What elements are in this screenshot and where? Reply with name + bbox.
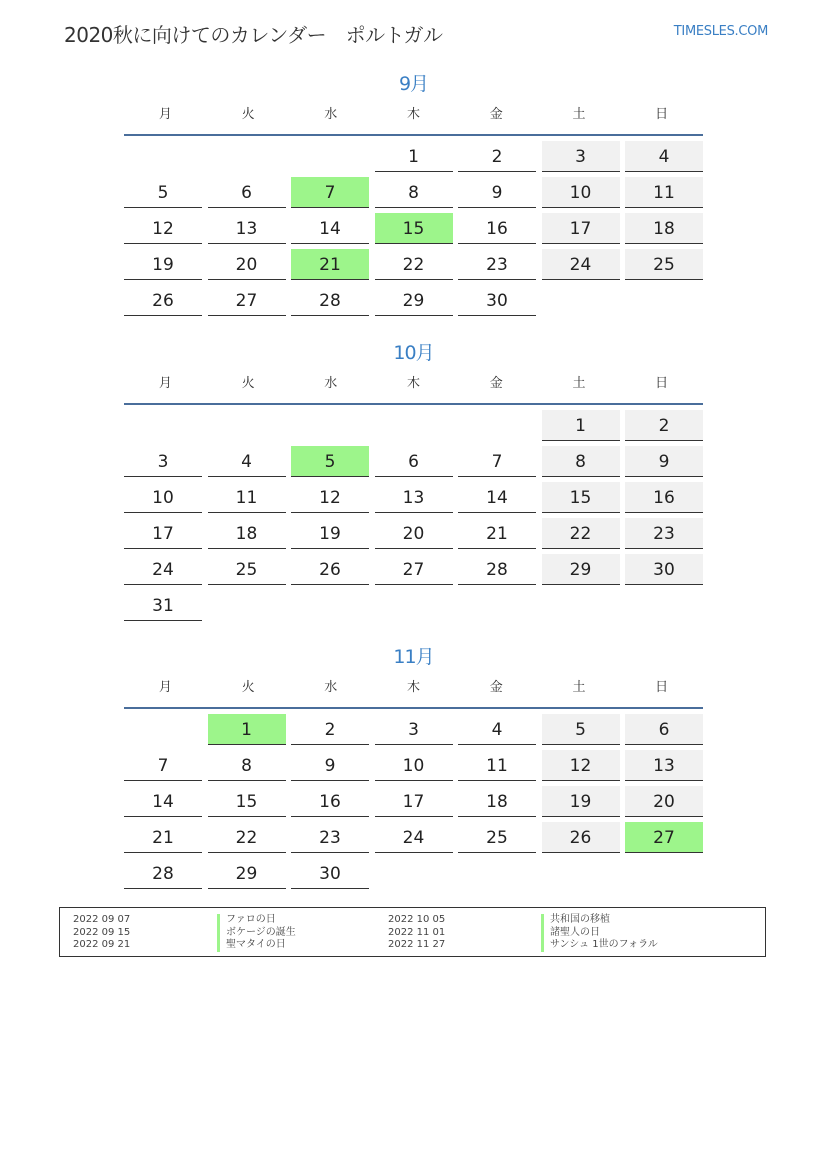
day-cell: 20 bbox=[375, 518, 453, 549]
day-cell: 24 bbox=[124, 554, 202, 585]
day-cell: 30 bbox=[458, 285, 536, 316]
day-cell: 15 bbox=[375, 213, 453, 244]
day-cell: 16 bbox=[291, 786, 369, 817]
weekday-label: 土 bbox=[572, 376, 586, 391]
day-cell: 17 bbox=[124, 518, 202, 549]
weekday-label: 水 bbox=[324, 376, 338, 391]
weekday-label: 日 bbox=[655, 376, 669, 391]
empty-cell bbox=[208, 141, 286, 172]
day-cell: 8 bbox=[375, 177, 453, 208]
day-cell: 25 bbox=[625, 249, 703, 280]
day-cell: 9 bbox=[291, 750, 369, 781]
legend-date: 2022 09 21 bbox=[73, 939, 131, 950]
holiday-legend bbox=[59, 907, 766, 957]
day-cell: 23 bbox=[291, 822, 369, 853]
day-cell: 8 bbox=[208, 750, 286, 781]
day-cell: 15 bbox=[208, 786, 286, 817]
day-cell: 2 bbox=[458, 141, 536, 172]
day-cell: 14 bbox=[458, 482, 536, 513]
month-october bbox=[124, 339, 703, 621]
day-cell: 7 bbox=[124, 750, 202, 781]
weekday-label: 日 bbox=[655, 107, 669, 122]
day-cell: 4 bbox=[625, 141, 703, 172]
weekday-label: 火 bbox=[241, 107, 255, 122]
weekday-label: 水 bbox=[324, 680, 338, 695]
legend-holiday-name: 聖マタイの日 bbox=[217, 939, 296, 952]
day-cell: 21 bbox=[458, 518, 536, 549]
day-cell: 30 bbox=[625, 554, 703, 585]
page-title: 2020秋に向けてのカレンダー ポルトガル bbox=[64, 23, 443, 47]
weekday-label: 火 bbox=[241, 376, 255, 391]
day-cell: 13 bbox=[208, 213, 286, 244]
weekday-label: 木 bbox=[407, 680, 421, 695]
day-cell: 29 bbox=[542, 554, 620, 585]
day-cell: 3 bbox=[375, 714, 453, 745]
legend-dates-right bbox=[388, 914, 445, 952]
day-cell: 28 bbox=[458, 554, 536, 585]
day-cell: 28 bbox=[291, 285, 369, 316]
day-cell: 5 bbox=[542, 714, 620, 745]
day-cell: 17 bbox=[542, 213, 620, 244]
day-cell: 11 bbox=[208, 482, 286, 513]
empty-cell bbox=[124, 141, 202, 172]
day-cell: 15 bbox=[542, 482, 620, 513]
day-cell: 28 bbox=[124, 858, 202, 889]
weekday-label: 月 bbox=[158, 680, 172, 695]
legend-dates-left bbox=[73, 914, 130, 952]
legend-holiday-name: 諸聖人の日 bbox=[541, 927, 658, 940]
day-cell: 26 bbox=[291, 554, 369, 585]
day-cell: 2 bbox=[625, 410, 703, 441]
day-cell: 24 bbox=[375, 822, 453, 853]
day-cell: 10 bbox=[542, 177, 620, 208]
day-cell: 14 bbox=[124, 786, 202, 817]
day-cell: 26 bbox=[124, 285, 202, 316]
day-cell: 7 bbox=[458, 446, 536, 477]
empty-cell bbox=[375, 410, 453, 441]
day-cell: 3 bbox=[124, 446, 202, 477]
day-cell: 22 bbox=[208, 822, 286, 853]
day-cell: 18 bbox=[208, 518, 286, 549]
day-cell: 6 bbox=[625, 714, 703, 745]
day-cell: 29 bbox=[375, 285, 453, 316]
day-cell: 16 bbox=[458, 213, 536, 244]
day-cell: 16 bbox=[625, 482, 703, 513]
day-cell: 23 bbox=[625, 518, 703, 549]
month-september bbox=[124, 70, 703, 316]
legend-date: 2022 09 15 bbox=[73, 926, 131, 938]
day-grid bbox=[124, 714, 703, 889]
legend-date: 2022 10 05 bbox=[388, 914, 446, 925]
weekday-header bbox=[124, 677, 703, 709]
day-cell: 8 bbox=[542, 446, 620, 477]
legend-holiday-name: サンシュ 1世のフォラル bbox=[541, 939, 658, 952]
day-cell: 25 bbox=[208, 554, 286, 585]
legend-holiday-name: 共和国の移植 bbox=[541, 914, 658, 927]
day-cell: 4 bbox=[458, 714, 536, 745]
day-cell: 30 bbox=[291, 858, 369, 889]
day-cell: 6 bbox=[208, 177, 286, 208]
day-cell: 20 bbox=[625, 786, 703, 817]
month-title: 11月 bbox=[393, 646, 434, 668]
day-cell: 27 bbox=[625, 822, 703, 853]
weekday-label: 木 bbox=[407, 376, 421, 391]
day-cell: 29 bbox=[208, 858, 286, 889]
day-cell: 10 bbox=[375, 750, 453, 781]
weekday-label: 月 bbox=[158, 107, 172, 122]
day-cell: 14 bbox=[291, 213, 369, 244]
day-cell: 13 bbox=[375, 482, 453, 513]
weekday-label: 土 bbox=[572, 680, 586, 695]
day-cell: 22 bbox=[375, 249, 453, 280]
day-cell: 2 bbox=[291, 714, 369, 745]
day-cell: 10 bbox=[124, 482, 202, 513]
day-cell: 26 bbox=[542, 822, 620, 853]
day-cell: 19 bbox=[542, 786, 620, 817]
day-cell: 27 bbox=[208, 285, 286, 316]
day-cell: 5 bbox=[124, 177, 202, 208]
day-cell: 3 bbox=[542, 141, 620, 172]
day-cell: 13 bbox=[625, 750, 703, 781]
weekday-label: 月 bbox=[158, 376, 172, 391]
legend-names-right bbox=[541, 914, 658, 952]
weekday-label: 金 bbox=[489, 107, 503, 122]
day-cell: 18 bbox=[625, 213, 703, 244]
weekday-label: 土 bbox=[572, 107, 586, 122]
legend-holiday-name: ボケージの誕生 bbox=[217, 927, 296, 940]
day-cell: 1 bbox=[375, 141, 453, 172]
weekday-label: 水 bbox=[324, 107, 338, 122]
legend-date: 2022 09 07 bbox=[73, 914, 131, 925]
day-cell: 1 bbox=[542, 410, 620, 441]
empty-cell bbox=[291, 410, 369, 441]
legend-names-left bbox=[217, 914, 296, 952]
day-cell: 5 bbox=[291, 446, 369, 477]
day-cell: 24 bbox=[542, 249, 620, 280]
day-cell: 12 bbox=[291, 482, 369, 513]
weekday-label: 木 bbox=[407, 107, 421, 122]
day-cell: 1 bbox=[208, 714, 286, 745]
day-cell: 4 bbox=[208, 446, 286, 477]
empty-cell bbox=[291, 141, 369, 172]
day-grid bbox=[124, 410, 703, 621]
day-cell: 12 bbox=[542, 750, 620, 781]
day-cell: 19 bbox=[124, 249, 202, 280]
day-cell: 9 bbox=[625, 446, 703, 477]
day-cell: 12 bbox=[124, 213, 202, 244]
day-cell: 11 bbox=[458, 750, 536, 781]
empty-cell bbox=[124, 410, 202, 441]
month-title: 10月 bbox=[393, 342, 434, 364]
legend-date: 2022 11 27 bbox=[388, 939, 446, 950]
weekday-header bbox=[124, 104, 703, 136]
day-cell: 7 bbox=[291, 177, 369, 208]
legend-date: 2022 11 01 bbox=[388, 926, 446, 938]
site-link[interactable]: TIMESLES.COM bbox=[673, 24, 768, 39]
empty-cell bbox=[458, 410, 536, 441]
day-cell: 20 bbox=[208, 249, 286, 280]
day-cell: 6 bbox=[375, 446, 453, 477]
day-cell: 22 bbox=[542, 518, 620, 549]
day-cell: 18 bbox=[458, 786, 536, 817]
day-cell: 9 bbox=[458, 177, 536, 208]
day-cell: 19 bbox=[291, 518, 369, 549]
day-cell: 25 bbox=[458, 822, 536, 853]
day-cell: 31 bbox=[124, 590, 202, 621]
month-title: 9月 bbox=[398, 73, 429, 95]
day-cell: 11 bbox=[625, 177, 703, 208]
weekday-header bbox=[124, 373, 703, 405]
day-cell: 21 bbox=[291, 249, 369, 280]
day-cell: 23 bbox=[458, 249, 536, 280]
weekday-label: 火 bbox=[241, 680, 255, 695]
day-cell: 21 bbox=[124, 822, 202, 853]
day-grid bbox=[124, 141, 703, 316]
day-cell: 27 bbox=[375, 554, 453, 585]
weekday-label: 日 bbox=[655, 680, 669, 695]
day-cell: 17 bbox=[375, 786, 453, 817]
weekday-label: 金 bbox=[489, 376, 503, 391]
month-november bbox=[124, 643, 703, 889]
empty-cell bbox=[124, 714, 202, 745]
empty-cell bbox=[208, 410, 286, 441]
legend-holiday-name: ファロの日 bbox=[217, 914, 296, 927]
weekday-label: 金 bbox=[489, 680, 503, 695]
